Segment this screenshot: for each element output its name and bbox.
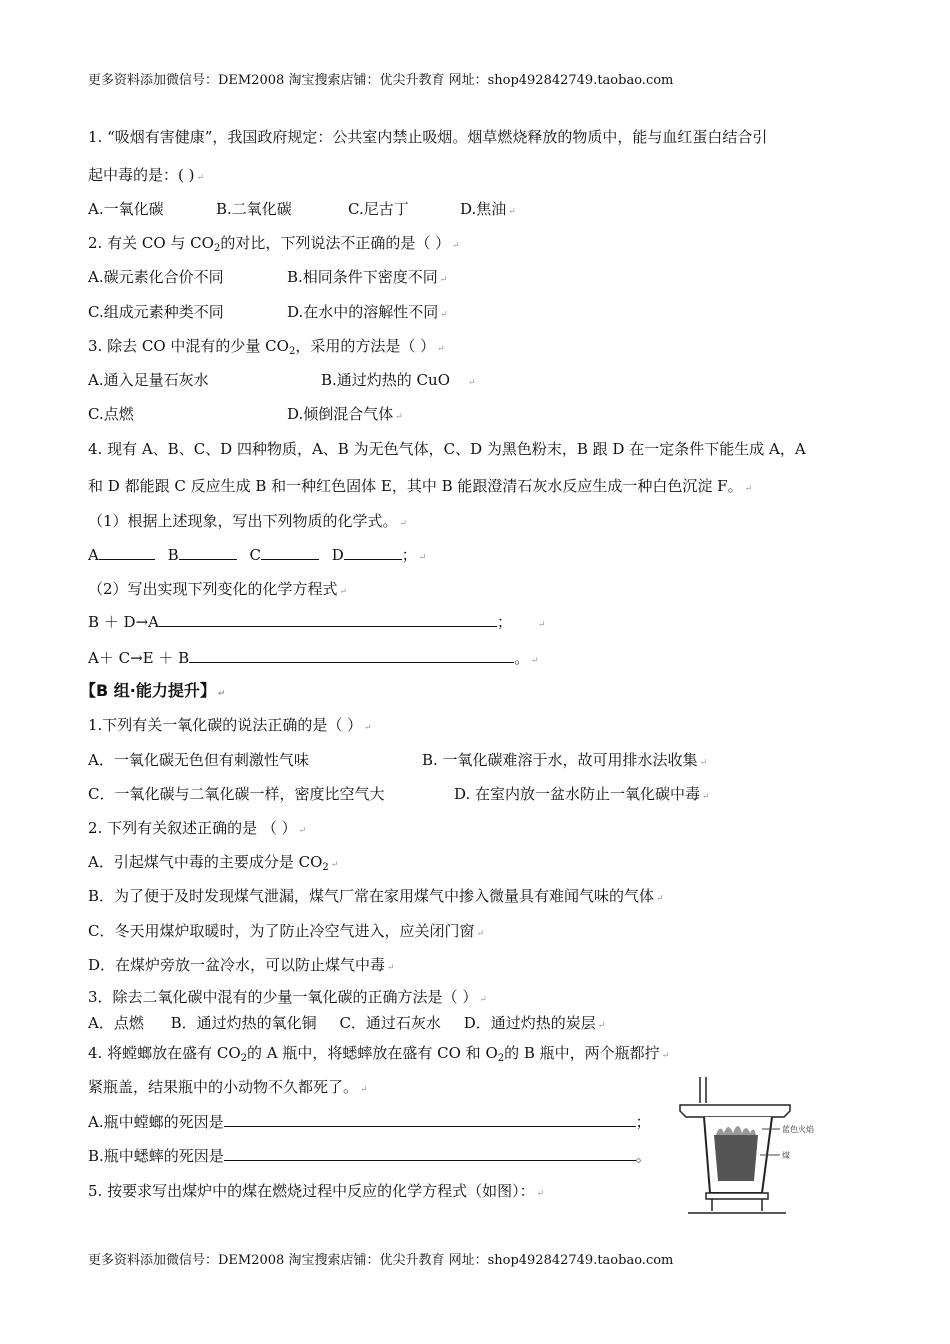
blank-eq1[interactable] [159,612,497,627]
b-q1-option-a: A．一氧化碳无色但有刺激性气味 [88,751,309,769]
page-footer: 更多资料添加微信号：DEM2008 淘宝搜索店铺：优尖升教育 网址：shop492842749.taobao.com [88,1253,674,1268]
q1-option-c: C.尼古丁 [348,200,409,218]
b-q4-stem-line2: 紧瓶盖，结果瓶中的小动物不久都死了。 ↵ [88,1078,368,1096]
q2-option-b: B.相同条件下密度不同 ↵ [287,268,448,286]
blank-eq2[interactable] [189,648,514,663]
q3-option-a: A.通入足量石灰水 [88,371,209,389]
q3-stem: 3. 除去 CO 中混有的少量 $CO_2$，采用的方法是（ ） ↵ [88,337,445,357]
q3-option-b: B.通过灼热的 CuO ↵ [321,371,476,389]
q2-stem: 2. 有关 CO 与 $CO_2$的对比，下列说法不正确的是（ ） ↵ [88,234,460,254]
b-q3-stem: 3．除去二氧化碳中混有的少量一氧化碳的正确方法是（ ） ↵ [88,988,487,1006]
blank-c[interactable] [261,545,319,560]
q4-sub1: （1）根据上述现象，写出下列物质的化学式。 ↵ [88,512,408,530]
stove-base [706,1193,768,1199]
b-q4-line-b: B.瓶中蟋蟀的死因是 。 [88,1147,651,1165]
q4-sub2: （2）写出实现下列变化的化学方程式 ↵ [88,580,348,598]
q3-option-d: D.倾倒混合气体 ↵ [287,405,403,423]
stove-top-rim [680,1105,790,1117]
blank-a[interactable] [99,545,155,560]
coal-layer [714,1135,758,1181]
b-q1-option-d: D. 在室内放一盆水防止一氧化碳中毒 ↵ [454,785,710,803]
label-coal: 煤 [782,1151,790,1160]
b-q5-stem: 5. 按要求写出煤炉中的煤在燃烧过程中反应的化学方程式（如图）： ↵ [88,1182,545,1200]
b-q4-line-a: A.瓶中螳螂的死因是 ； [88,1113,651,1131]
q4-stem-line1: 4. 现有 A、B、C、D 四种物质，A、B 为无色气体，C、D 为黑色粉末，B 跟 D 在一定条件下能生成 A，A [88,440,806,458]
b-q1-stem: 1.下列有关一氧化碳的说法正确的是（ ） ↵ [88,716,372,734]
label-flame: 蓝色火焰 [782,1125,814,1134]
b-q3-option-c: C．通过石灰水 [339,1014,441,1032]
b-q2-stem: 2. 下列有关叙述正确的是 （ ） ↵ [88,819,307,837]
q4-stem-line2: 和 D 都能跟 C 反应生成 B 和一种红色固体 E，其中 B 能跟澄清石灰水反应生成一种白色沉淀 F。 ↵ [88,477,753,495]
b-q2-option-a: A．引起煤气中毒的主要成分是 $CO_2$ ↵ [88,853,339,873]
q2-option-a: A.碳元素化合价不同 [88,268,224,286]
b-q3-option-d: D．通过灼热的炭层 [463,1014,596,1032]
b-q3-option-a: A．点燃 [88,1014,144,1032]
b-q2-option-c: C．冬天用煤炉取暖时，为了防止冷空气进入，应关闭门窗 ↵ [88,922,485,940]
blank-q4-b[interactable] [224,1146,636,1161]
q1-option-a: A.一氧化碳 [88,200,164,218]
q2-option-d: D.在水中的溶解性不同 ↵ [287,303,448,321]
b-q1-option-b: B. 一氧化碳难溶于水，故可用排水法收集 ↵ [422,751,708,769]
q1-option-d: D.焦油 ↵ [460,200,516,218]
b-q3-option-b: B．通过灼热的氧化铜 [170,1014,317,1032]
q4-equation-2: A＋ C→E ＋ B 。 ↵ [88,649,539,667]
q2-option-c: C.组成元素种类不同 [88,303,224,321]
blank-b[interactable] [179,545,237,560]
q1-stem-line1: 1. “吸烟有害健康”，我国政府规定：公共室内禁止吸烟。烟草燃烧释放的物质中，能与血红蛋白结合引 [88,128,768,146]
q3-option-c: C.点燃 [88,405,134,423]
page-header: 更多资料添加微信号：DEM2008 淘宝搜索店铺：优尖升教育 网址：shop492842749.taobao.com [88,73,674,88]
q4-equation-1: B ＋ D→A ； ↵ [88,613,546,631]
b-q4-stem-line1: 4. 将螳螂放在盛有 $CO_2$的 A 瓶中，将蟋蟀放在盛有 CO 和 $O_2$的 B 瓶中，两个瓶都拧 ↵ [88,1044,670,1064]
q1-stem-line2: 起中毒的是：( ) ↵ [88,166,205,184]
section-b-title: 【B 组·能力提升】 ↵ [80,681,226,700]
blank-d[interactable] [344,545,402,560]
b-q1-option-c: C．一氧化碳与二氧化碳一样，密度比空气大 [88,785,385,803]
q4-formula-blanks: A B C D ； ↵ [88,546,427,564]
coal-stove-figure [676,1073,846,1218]
b-q2-option-d: D．在煤炉旁放一盆冷水，可以防止煤气中毒 ↵ [88,956,395,974]
q1-option-b: B.二氧化碳 [216,200,292,218]
blank-q4-a[interactable] [224,1112,636,1127]
b-q3-options: A．点燃 B．通过灼热的氧化铜 C．通过石灰水 D．通过灼热的炭层 ↵ [88,1014,606,1032]
b-q2-option-b: B．为了便于及时发现煤气泄漏，煤气厂常在家用煤气中掺入微量具有难闻气味的气体 ↵ [88,887,664,905]
